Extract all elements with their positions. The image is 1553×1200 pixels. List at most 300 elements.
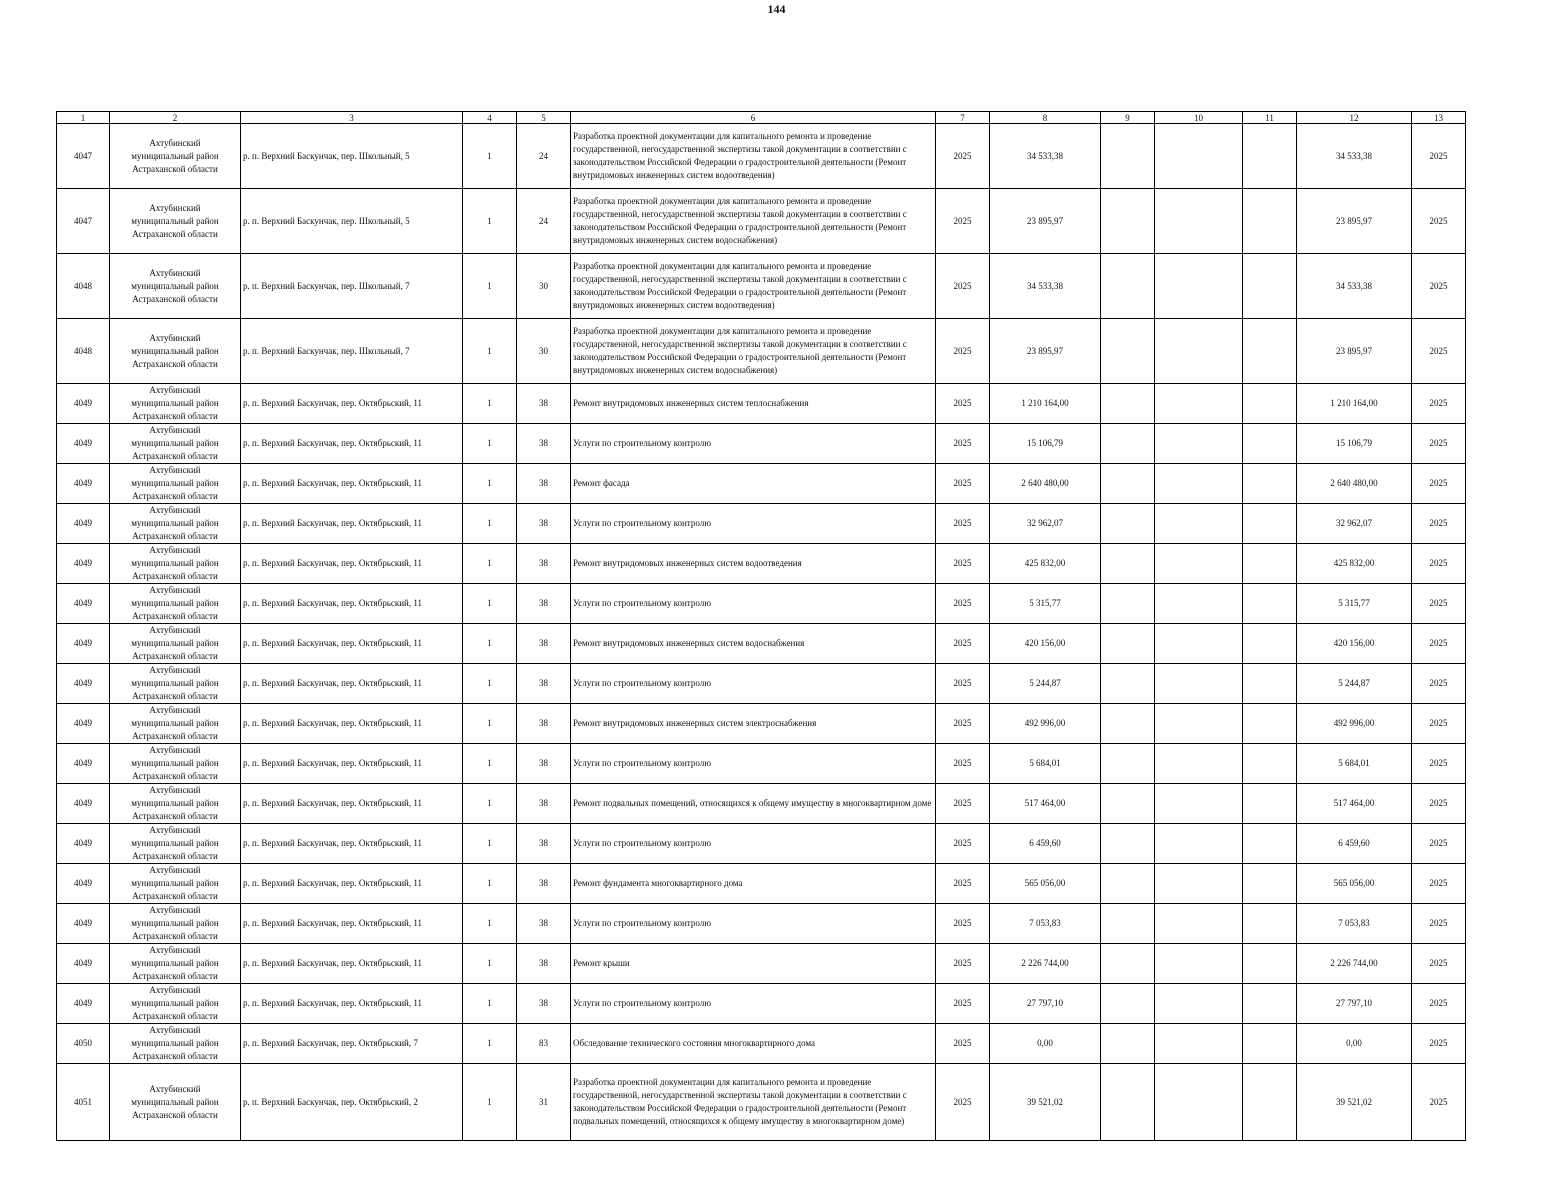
column-12-cell: 15 106,79: [1297, 424, 1412, 464]
house-id-cell: 4047: [57, 124, 110, 189]
cost-cell: 0,00: [990, 1024, 1101, 1064]
column-5-cell: 83: [517, 1024, 571, 1064]
column-12-cell: 34 533,38: [1297, 254, 1412, 319]
address-cell: р. п. Верхний Баскунчак, пер. Октябрьский, 11: [241, 504, 463, 544]
municipality-line: муниципальный район: [131, 878, 219, 888]
work-type-cell: Разработка проектной документации для капитального ремонта и проведение государственной, негосударственной экспертизы такой документации в соответствии с законодательством Российской Федерации о градостроительной деятельности (Ремонт внутридомовых инженерных систем водоснабжения): [571, 189, 936, 254]
column-13-cell: 2025: [1412, 584, 1466, 624]
column-header-1: 1: [57, 112, 110, 124]
cost-cell: 15 106,79: [990, 424, 1101, 464]
cost-cell: 23 895,97: [990, 319, 1101, 384]
column-12-cell: 23 895,97: [1297, 319, 1412, 384]
table-row: [57, 544, 1466, 584]
column-4-cell: 1: [463, 744, 517, 784]
column-header-9: 9: [1101, 112, 1155, 124]
municipality-line: Астраханской области: [132, 531, 218, 541]
municipality-line: Астраханской области: [132, 851, 218, 861]
municipality-line: муниципальный район: [131, 678, 219, 688]
cost-cell: 5 684,01: [990, 744, 1101, 784]
column-4-cell: 1: [463, 784, 517, 824]
column-13-cell: 2025: [1412, 544, 1466, 584]
column-13-cell: 2025: [1412, 319, 1466, 384]
column-number-row: [57, 112, 1466, 124]
cost-cell: 7 053,83: [990, 904, 1101, 944]
column-4-cell: 1: [463, 704, 517, 744]
column-4-cell: 1: [463, 1024, 517, 1064]
column-4-cell: 1: [463, 584, 517, 624]
municipality-cell: [110, 824, 241, 864]
year-cell: 2025: [936, 904, 990, 944]
house-id-cell: 4048: [57, 319, 110, 384]
cost-cell: 492 996,00: [990, 704, 1101, 744]
column-12-cell: 27 797,10: [1297, 984, 1412, 1024]
column-4-cell: 1: [463, 384, 517, 424]
address-cell: р. п. Верхний Баскунчак, пер. Октябрьский, 11: [241, 464, 463, 504]
municipality-line: муниципальный район: [131, 918, 219, 928]
column-13-cell: 2025: [1412, 904, 1466, 944]
municipality-line: Ахтубинский: [149, 985, 201, 995]
municipality-line: муниципальный район: [131, 598, 219, 608]
column-13-cell: 2025: [1412, 944, 1466, 984]
column-10-cell: [1155, 704, 1243, 744]
municipality-line: муниципальный район: [131, 838, 219, 848]
municipality-cell: [110, 944, 241, 984]
municipality-line: муниципальный район: [131, 758, 219, 768]
house-id-cell: 4049: [57, 544, 110, 584]
address-cell: р. п. Верхний Баскунчак, пер. Октябрьский, 11: [241, 864, 463, 904]
year-cell: 2025: [936, 824, 990, 864]
year-cell: 2025: [936, 624, 990, 664]
column-9-cell: [1101, 464, 1155, 504]
column-11-cell: [1243, 544, 1297, 584]
municipality-line: Ахтубинский: [149, 665, 201, 675]
column-5-cell: 24: [517, 124, 571, 189]
column-9-cell: [1101, 864, 1155, 904]
address-cell: р. п. Верхний Баскунчак, пер. Октябрьский, 11: [241, 944, 463, 984]
column-11-cell: [1243, 1064, 1297, 1141]
column-13-cell: 2025: [1412, 384, 1466, 424]
municipality-line: Астраханской области: [132, 771, 218, 781]
year-cell: 2025: [936, 319, 990, 384]
column-9-cell: [1101, 504, 1155, 544]
column-5-cell: 38: [517, 784, 571, 824]
column-header-7: 7: [936, 112, 990, 124]
house-id-cell: 4049: [57, 584, 110, 624]
house-id-cell: 4051: [57, 1064, 110, 1141]
column-10-cell: [1155, 544, 1243, 584]
column-9-cell: [1101, 904, 1155, 944]
column-11-cell: [1243, 944, 1297, 984]
column-4-cell: 1: [463, 624, 517, 664]
column-5-cell: 38: [517, 624, 571, 664]
municipality-line: муниципальный район: [131, 638, 219, 648]
address-cell: р. п. Верхний Баскунчак, пер. Октябрьский, 11: [241, 384, 463, 424]
municipality-line: Ахтубинский: [149, 545, 201, 555]
cost-cell: 2 640 480,00: [990, 464, 1101, 504]
table-body: [57, 124, 1466, 1141]
year-cell: 2025: [936, 189, 990, 254]
year-cell: 2025: [936, 784, 990, 824]
column-header-3: 3: [241, 112, 463, 124]
column-12-cell: 7 053,83: [1297, 904, 1412, 944]
address-cell: р. п. Верхний Баскунчак, пер. Октябрьский, 11: [241, 984, 463, 1024]
column-12-cell: 517 464,00: [1297, 784, 1412, 824]
work-type-cell: Разработка проектной документации для капитального ремонта и проведение государственной, негосударственной экспертизы такой документации в соответствии с законодательством Российской Федерации о градостроительной деятельности (Ремонт подвальных помещений, относящихся к общему имуществу в многоквартирном доме): [571, 1064, 936, 1141]
municipality-line: Астраханской области: [132, 571, 218, 581]
work-type-cell: Ремонт внутридомовых инженерных систем водоотведения: [571, 544, 936, 584]
year-cell: 2025: [936, 704, 990, 744]
column-11-cell: [1243, 784, 1297, 824]
table-row: [57, 824, 1466, 864]
column-9-cell: [1101, 384, 1155, 424]
municipality-line: Астраханской области: [132, 731, 218, 741]
municipality-cell: [110, 319, 241, 384]
cost-cell: 517 464,00: [990, 784, 1101, 824]
house-id-cell: 4049: [57, 824, 110, 864]
column-4-cell: 1: [463, 189, 517, 254]
column-10-cell: [1155, 1024, 1243, 1064]
column-9-cell: [1101, 544, 1155, 584]
house-id-cell: 4049: [57, 944, 110, 984]
municipality-line: Ахтубинский: [149, 332, 201, 343]
column-13-cell: 2025: [1412, 624, 1466, 664]
work-type-cell: Услуги по строительному контролю: [571, 904, 936, 944]
column-header-4: 4: [463, 112, 517, 124]
column-10-cell: [1155, 424, 1243, 464]
capital-repair-register-table: [56, 111, 1466, 1141]
address-cell: р. п. Верхний Баскунчак, пер. Октябрьский, 11: [241, 824, 463, 864]
cost-cell: 27 797,10: [990, 984, 1101, 1024]
house-id-cell: 4048: [57, 254, 110, 319]
municipality-line: Ахтубинский: [149, 825, 201, 835]
municipality-line: Астраханской области: [132, 163, 218, 174]
municipality-line: Ахтубинский: [149, 585, 201, 595]
cost-cell: 23 895,97: [990, 189, 1101, 254]
cost-cell: 39 521,02: [990, 1064, 1101, 1141]
work-type-cell: Услуги по строительному контролю: [571, 744, 936, 784]
work-type-cell: Ремонт внутридомовых инженерных систем водоснабжения: [571, 624, 936, 664]
municipality-line: муниципальный район: [131, 718, 219, 728]
cost-cell: 2 226 744,00: [990, 944, 1101, 984]
table-row: [57, 424, 1466, 464]
cost-cell: 1 210 164,00: [990, 384, 1101, 424]
cost-cell: 425 832,00: [990, 544, 1101, 584]
column-12-cell: 39 521,02: [1297, 1064, 1412, 1141]
municipality-line: муниципальный район: [131, 150, 219, 161]
municipality-line: Ахтубинский: [149, 267, 201, 278]
address-cell: р. п. Верхний Баскунчак, пер. Октябрьский, 11: [241, 624, 463, 664]
municipality-cell: [110, 584, 241, 624]
table-row: [57, 384, 1466, 424]
cost-cell: 34 533,38: [990, 254, 1101, 319]
column-12-cell: 5 684,01: [1297, 744, 1412, 784]
table-row: [57, 904, 1466, 944]
column-10-cell: [1155, 984, 1243, 1024]
column-13-cell: 2025: [1412, 504, 1466, 544]
municipality-line: муниципальный район: [131, 438, 219, 448]
column-9-cell: [1101, 124, 1155, 189]
column-10-cell: [1155, 1064, 1243, 1141]
column-11-cell: [1243, 744, 1297, 784]
municipality-line: Астраханской области: [132, 1109, 218, 1120]
column-10-cell: [1155, 664, 1243, 704]
column-4-cell: 1: [463, 664, 517, 704]
column-10-cell: [1155, 319, 1243, 384]
municipality-line: Астраханской области: [132, 411, 218, 421]
municipality-line: Астраханской области: [132, 611, 218, 621]
municipality-cell: [110, 664, 241, 704]
work-type-cell: Ремонт крыши: [571, 944, 936, 984]
table-row: [57, 984, 1466, 1024]
municipality-cell: [110, 904, 241, 944]
house-id-cell: 4049: [57, 504, 110, 544]
table-row: [57, 944, 1466, 984]
table-row: [57, 124, 1466, 189]
column-5-cell: 38: [517, 984, 571, 1024]
column-header-2: 2: [110, 112, 241, 124]
column-13-cell: 2025: [1412, 784, 1466, 824]
column-12-cell: 565 056,00: [1297, 864, 1412, 904]
municipality-cell: [110, 1024, 241, 1064]
municipality-cell: [110, 704, 241, 744]
address-cell: р. п. Верхний Баскунчак, пер. Октябрьский, 11: [241, 584, 463, 624]
column-11-cell: [1243, 704, 1297, 744]
table-row: [57, 464, 1466, 504]
municipality-line: муниципальный район: [131, 958, 219, 968]
table-row: [57, 254, 1466, 319]
year-cell: 2025: [936, 254, 990, 319]
column-11-cell: [1243, 384, 1297, 424]
column-5-cell: 38: [517, 424, 571, 464]
column-5-cell: 30: [517, 254, 571, 319]
column-5-cell: 38: [517, 584, 571, 624]
column-4-cell: 1: [463, 124, 517, 189]
column-5-cell: 38: [517, 664, 571, 704]
column-5-cell: 38: [517, 744, 571, 784]
column-9-cell: [1101, 704, 1155, 744]
column-12-cell: 492 996,00: [1297, 704, 1412, 744]
column-4-cell: 1: [463, 424, 517, 464]
municipality-line: Ахтубинский: [149, 425, 201, 435]
column-5-cell: 38: [517, 864, 571, 904]
column-header-6: 6: [571, 112, 936, 124]
municipality-line: муниципальный район: [131, 558, 219, 568]
house-id-cell: 4049: [57, 904, 110, 944]
column-header-10: 10: [1155, 112, 1243, 124]
municipality-line: Астраханской области: [132, 491, 218, 501]
column-11-cell: [1243, 124, 1297, 189]
municipality-cell: [110, 984, 241, 1024]
column-12-cell: 23 895,97: [1297, 189, 1412, 254]
column-header-8: 8: [990, 112, 1101, 124]
year-cell: 2025: [936, 584, 990, 624]
house-id-cell: 4049: [57, 984, 110, 1024]
column-header-12: 12: [1297, 112, 1412, 124]
cost-cell: 5 315,77: [990, 584, 1101, 624]
municipality-line: муниципальный район: [131, 798, 219, 808]
column-4-cell: 1: [463, 319, 517, 384]
column-13-cell: 2025: [1412, 664, 1466, 704]
municipality-cell: [110, 124, 241, 189]
column-9-cell: [1101, 624, 1155, 664]
municipality-line: Ахтубинский: [149, 137, 201, 148]
municipality-cell: [110, 424, 241, 464]
municipality-line: муниципальный район: [131, 215, 219, 226]
table-row: [57, 189, 1466, 254]
house-id-cell: 4049: [57, 384, 110, 424]
table-row: [57, 784, 1466, 824]
column-10-cell: [1155, 944, 1243, 984]
cost-cell: 5 244,87: [990, 664, 1101, 704]
municipality-line: муниципальный район: [131, 1038, 219, 1048]
municipality-cell: [110, 544, 241, 584]
column-9-cell: [1101, 984, 1155, 1024]
column-5-cell: 38: [517, 504, 571, 544]
municipality-line: муниципальный район: [131, 1096, 219, 1107]
column-5-cell: 31: [517, 1064, 571, 1141]
column-4-cell: 1: [463, 864, 517, 904]
column-4-cell: 1: [463, 944, 517, 984]
column-12-cell: 34 533,38: [1297, 124, 1412, 189]
column-12-cell: 2 640 480,00: [1297, 464, 1412, 504]
municipality-line: Астраханской области: [132, 358, 218, 369]
year-cell: 2025: [936, 944, 990, 984]
column-9-cell: [1101, 784, 1155, 824]
work-type-cell: Разработка проектной документации для капитального ремонта и проведение государственной, негосударственной экспертизы такой документации в соответствии с законодательством Российской Федерации о градостроительной деятельности (Ремонт внутридомовых инженерных систем водоотведения): [571, 254, 936, 319]
municipality-line: Астраханской области: [132, 971, 218, 981]
year-cell: 2025: [936, 124, 990, 189]
column-4-cell: 1: [463, 824, 517, 864]
house-id-cell: 4049: [57, 704, 110, 744]
column-13-cell: 2025: [1412, 704, 1466, 744]
municipality-line: Ахтубинский: [149, 1025, 201, 1035]
municipality-cell: [110, 744, 241, 784]
address-cell: р. п. Верхний Баскунчак, пер. Школьный, 5: [241, 189, 463, 254]
work-type-cell: Услуги по строительному контролю: [571, 824, 936, 864]
column-13-cell: 2025: [1412, 864, 1466, 904]
work-type-cell: Ремонт внутридомовых инженерных систем теплоснабжения: [571, 384, 936, 424]
column-10-cell: [1155, 864, 1243, 904]
table-row: [57, 504, 1466, 544]
house-id-cell: 4049: [57, 744, 110, 784]
address-cell: р. п. Верхний Баскунчак, пер. Октябрьский, 11: [241, 704, 463, 744]
column-5-cell: 38: [517, 704, 571, 744]
column-10-cell: [1155, 504, 1243, 544]
column-5-cell: 38: [517, 824, 571, 864]
municipality-cell: [110, 189, 241, 254]
column-10-cell: [1155, 584, 1243, 624]
column-12-cell: 0,00: [1297, 1024, 1412, 1064]
municipality-line: муниципальный район: [131, 398, 219, 408]
year-cell: 2025: [936, 664, 990, 704]
year-cell: 2025: [936, 984, 990, 1024]
column-11-cell: [1243, 319, 1297, 384]
house-id-cell: 4049: [57, 464, 110, 504]
column-9-cell: [1101, 424, 1155, 464]
table-row: [57, 1064, 1466, 1141]
column-5-cell: 30: [517, 319, 571, 384]
municipality-line: Ахтубинский: [149, 785, 201, 795]
column-13-cell: 2025: [1412, 984, 1466, 1024]
column-5-cell: 24: [517, 189, 571, 254]
column-header-13: 13: [1412, 112, 1466, 124]
column-13-cell: 2025: [1412, 464, 1466, 504]
table-row: [57, 1024, 1466, 1064]
work-type-cell: Услуги по строительному контролю: [571, 424, 936, 464]
work-type-cell: Ремонт фундамента многоквартирного дома: [571, 864, 936, 904]
municipality-cell: [110, 624, 241, 664]
work-type-cell: Услуги по строительному контролю: [571, 664, 936, 704]
column-4-cell: 1: [463, 1064, 517, 1141]
year-cell: 2025: [936, 744, 990, 784]
column-11-cell: [1243, 984, 1297, 1024]
column-12-cell: 1 210 164,00: [1297, 384, 1412, 424]
table-row: [57, 624, 1466, 664]
column-5-cell: 38: [517, 904, 571, 944]
column-10-cell: [1155, 904, 1243, 944]
cost-cell: 565 056,00: [990, 864, 1101, 904]
work-type-cell: Ремонт фасада: [571, 464, 936, 504]
column-9-cell: [1101, 254, 1155, 319]
column-13-cell: 2025: [1412, 189, 1466, 254]
column-9-cell: [1101, 189, 1155, 254]
address-cell: р. п. Верхний Баскунчак, пер. Школьный, 7: [241, 254, 463, 319]
municipality-cell: [110, 1064, 241, 1141]
municipality-line: Астраханской области: [132, 451, 218, 461]
municipality-line: Ахтубинский: [149, 385, 201, 395]
column-11-cell: [1243, 189, 1297, 254]
table-row: [57, 744, 1466, 784]
column-9-cell: [1101, 1024, 1155, 1064]
column-11-cell: [1243, 584, 1297, 624]
municipality-line: Ахтубинский: [149, 905, 201, 915]
column-5-cell: 38: [517, 384, 571, 424]
column-11-cell: [1243, 424, 1297, 464]
municipality-line: Ахтубинский: [149, 1083, 201, 1094]
column-10-cell: [1155, 254, 1243, 319]
column-9-cell: [1101, 744, 1155, 784]
column-11-cell: [1243, 1024, 1297, 1064]
column-13-cell: 2025: [1412, 744, 1466, 784]
address-cell: р. п. Верхний Баскунчак, пер. Школьный, 7: [241, 319, 463, 384]
column-10-cell: [1155, 744, 1243, 784]
year-cell: 2025: [936, 424, 990, 464]
work-type-cell: Разработка проектной документации для капитального ремонта и проведение государственной, негосударственной экспертизы такой документации в соответствии с законодательством Российской Федерации о градостроительной деятельности (Ремонт внутридомовых инженерных систем водоотведения): [571, 124, 936, 189]
address-cell: р. п. Верхний Баскунчак, пер. Октябрьский, 7: [241, 1024, 463, 1064]
table-row: [57, 864, 1466, 904]
work-type-cell: Услуги по строительному контролю: [571, 984, 936, 1024]
municipality-line: Астраханской области: [132, 1051, 218, 1061]
column-9-cell: [1101, 584, 1155, 624]
column-4-cell: 1: [463, 504, 517, 544]
municipality-line: муниципальный район: [131, 998, 219, 1008]
column-4-cell: 1: [463, 254, 517, 319]
year-cell: 2025: [936, 1064, 990, 1141]
column-13-cell: 2025: [1412, 254, 1466, 319]
column-11-cell: [1243, 504, 1297, 544]
municipality-cell: [110, 864, 241, 904]
column-4-cell: 1: [463, 984, 517, 1024]
address-cell: р. п. Верхний Баскунчак, пер. Октябрьский, 11: [241, 664, 463, 704]
column-4-cell: 1: [463, 904, 517, 944]
house-id-cell: 4049: [57, 784, 110, 824]
column-10-cell: [1155, 824, 1243, 864]
municipality-line: Астраханской области: [132, 691, 218, 701]
municipality-line: Ахтубинский: [149, 945, 201, 955]
column-13-cell: 2025: [1412, 124, 1466, 189]
house-id-cell: 4047: [57, 189, 110, 254]
address-cell: р. п. Верхний Баскунчак, пер. Октябрьский, 11: [241, 424, 463, 464]
